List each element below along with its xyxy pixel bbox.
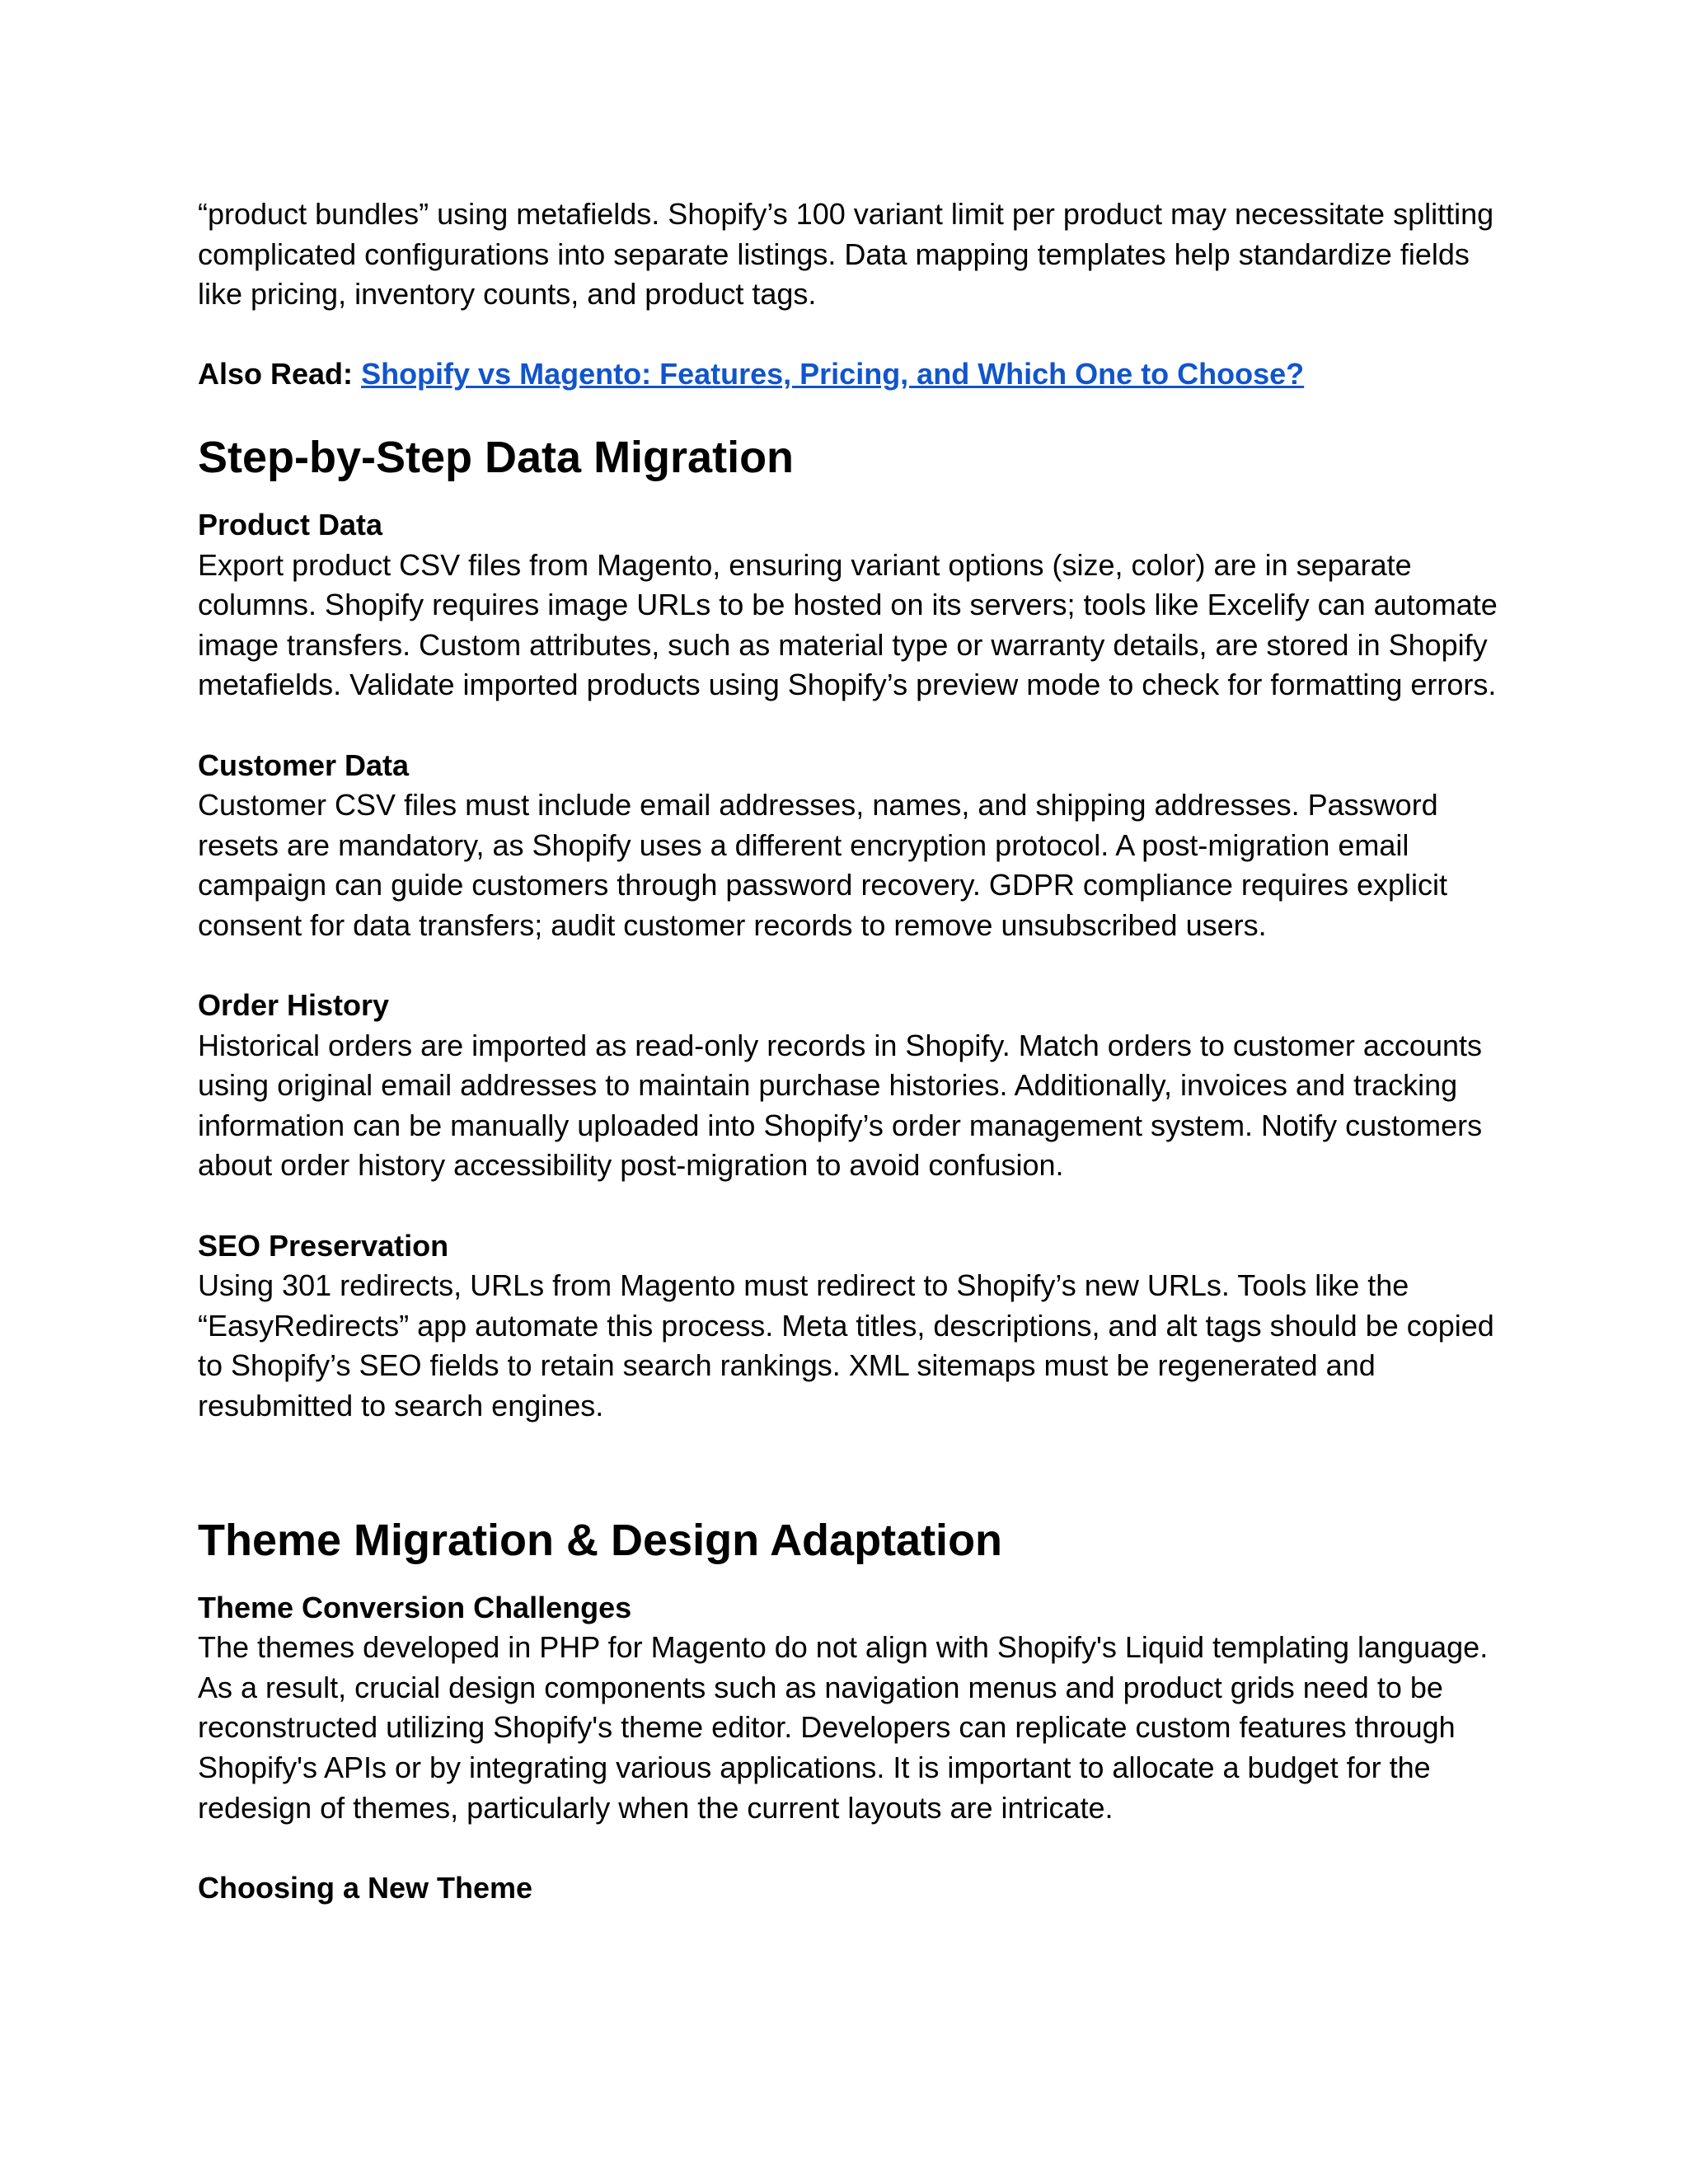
paragraph-seo-preservation: Using 301 redirects, URLs from Magento must redirect to Shopify’s new URLs. Tools like the “EasyRedirects” app automate this process. Meta titles, descriptions, and alt tags should be copied to Shopify’s SEO fields to retain search rankings. XML sitemaps must be regenerated and resubmitted to search engines. [198,1268,1494,1423]
section-heading-data-migration: Step-by-Step Data Migration [198,432,795,482]
subheading-customer-data: Customer Data [198,748,410,782]
paragraph-theme-conversion: The themes developed in PHP for Magento do not align with Shopify's Liquid templating language. As a result, crucial design components such as navigation menus and product grids need to be reconstructed utilizing Shopify's theme editor. Developers can replicate custom features through Shopify's APIs or by integrating various applications. It is important to allocate a budget for the redesign of themes, particularly when the current layouts are intricate. [198,1630,1489,1825]
paragraph-order-history: Historical orders are imported as read-only records in Shopify. Match orders to customer accounts using original email addresses to maintain purchase histories. Additionally, invoices and tracking information can be manually uploaded into Shopify’s order management system. Notify customers about order history accessibility post-migration to avoid confusion. [198,1028,1483,1183]
subheading-choosing-theme: Choosing a New Theme [198,1870,533,1905]
paragraph-product-data: Export product CSV files from Magento, ensuring variant options (size, color) are in separate columns. Shopify requires image URLs to be hosted on its servers; tools like Excelify can automate image transfers. Custom attributes, such as material type or warranty details, are stored in Shopify metafields. Validate imported products using Shopify’s preview mode to check for formatting errors. [198,547,1498,702]
subheading-theme-conversion: Theme Conversion Challenges [198,1590,632,1624]
section-heading-theme-migration: Theme Migration & Design Adaptation [198,1515,1003,1565]
also-read-label: Also Read: [198,357,354,391]
paragraph-customer-data: Customer CSV files must include email addresses, names, and shipping addresses. Password resets are mandatory, as Shopify uses a different encryption protocol. A post-migration email campaign can guide customers through password recovery. GDPR compliance requires explicit consent for data transfers; audit customer records to remove unsubscribed users. [198,788,1448,942]
document-page [198,194,1500,1908]
subheading-seo-preservation: SEO Preservation [198,1228,449,1263]
subheading-order-history: Order History [198,988,390,1023]
also-read-link[interactable]: Shopify vs Magento: Features, Pricing, and Which One to Choose? [361,357,1305,391]
subheading-product-data: Product Data [198,507,383,541]
also-read-line [198,354,1500,395]
intro-paragraph: “product bundles” using metafields. Shopify’s 100 variant limit per product may necessitate splitting complicated configurations into separate listings. Data mapping templates help standardize fields like pricing, inventory counts, and product tags. [198,197,1494,312]
